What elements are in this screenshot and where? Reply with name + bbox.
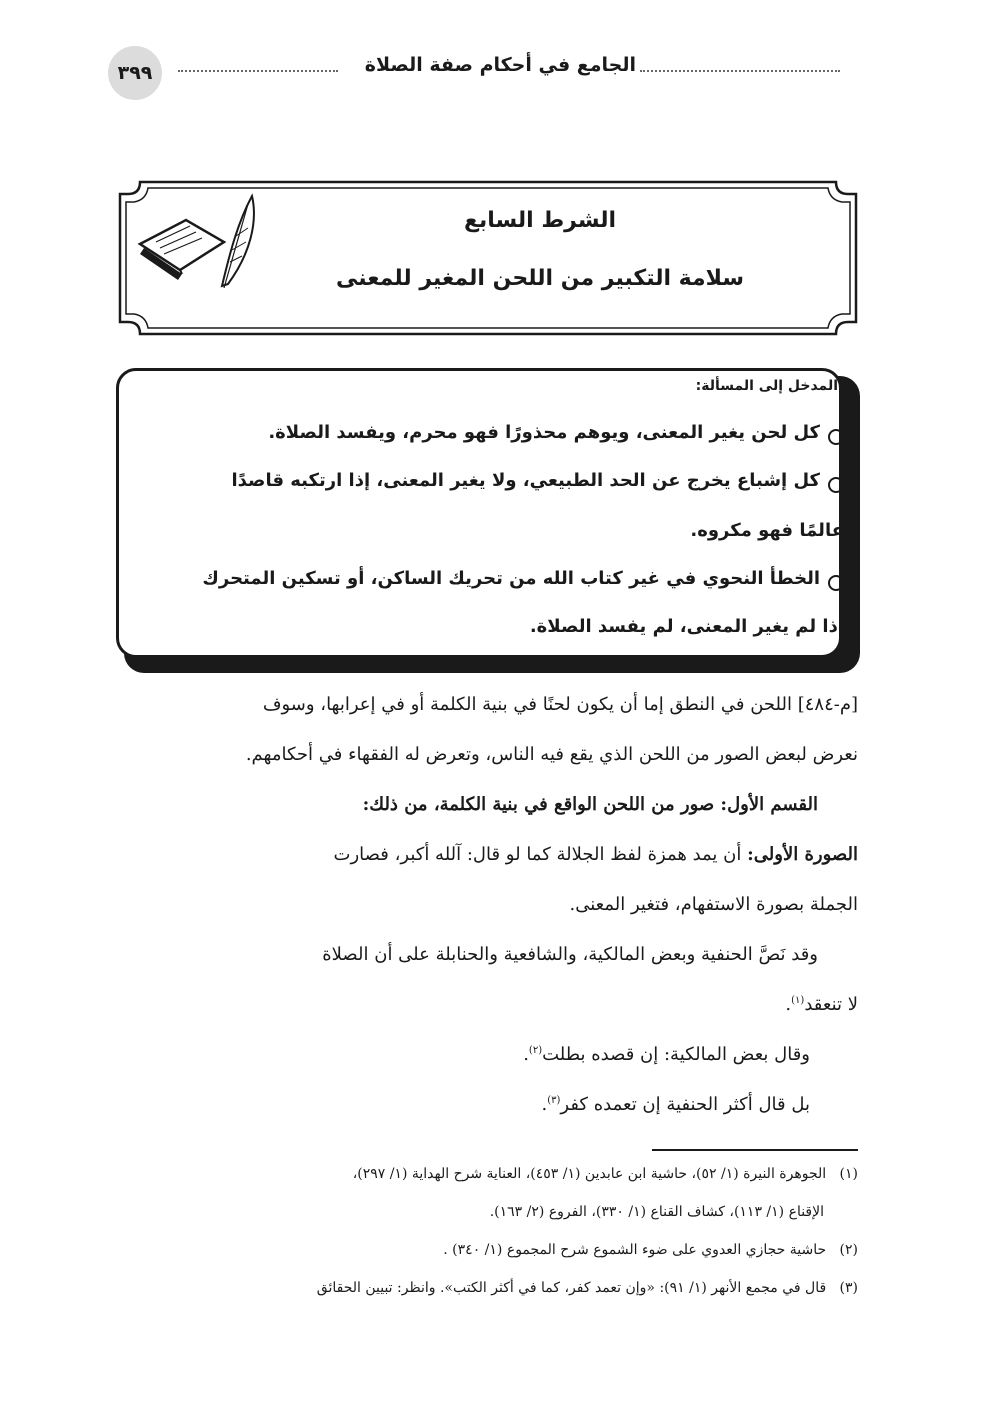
- intro-bullet-text: الخطأ النحوي في غير كتاب الله من تحريك الساكن، أو تسكين المتحرك: [202, 568, 820, 589]
- body-paragraph-3-line-1: وقد نَصَّ الحنفية وبعض المالكية، والشافعية والحنابلة على أن الصلاة: [322, 944, 818, 965]
- intro-bullet-2: [144, 470, 844, 493]
- body-paragraph-4: [94, 1044, 810, 1065]
- body-paragraph-2-line-1: [142, 844, 858, 865]
- intro-bullet-text: كل إشباع يخرج عن الحد الطبيعي، ولا يغير المعنى، إذا ارتكبه قاصدًا: [231, 470, 820, 491]
- intro-bullet-1: [144, 422, 844, 445]
- footnote-ref-3[interactable]: (٣): [547, 1095, 561, 1106]
- intro-bullet-text: عالمًا فهو مكروه.: [690, 520, 844, 541]
- intro-bullet-text: كل لحن يغير المعنى، ويوهم محذورًا فهو محرم، ويفسد الصلاة.: [268, 422, 820, 443]
- footnote-number: (٣): [839, 1280, 858, 1296]
- chapter-subtitle: سلامة التكبير من اللحن المغير للمعنى: [336, 266, 744, 291]
- body-paragraph-2-line-2: الجملة بصورة الاستفهام، فتغير المعنى.: [569, 894, 858, 915]
- header-dotted-leader-right: [640, 70, 840, 72]
- footnote-3: [118, 1280, 858, 1296]
- footnote-text: حاشية حجازي العدوي على ضوء الشموع شرح المجموع (١/ ٣٤٠) .: [443, 1242, 827, 1258]
- body-paragraph-1-line-2: نعرض لبعض الصور من اللحن الذي يقع فيه الناس، وتعرض له الفقهاء في أحكامهم.: [245, 744, 858, 765]
- body-paragraph-1-line-1: [م-٤٨٤] اللحن في النطق إما أن يكون لحنًا في بنية الكلمة أو في إعرابها، وسوف: [262, 694, 858, 715]
- chapter-title-frame: [118, 180, 858, 336]
- bullet-ring-icon: [828, 575, 844, 591]
- body-text: بل قال أكثر الحنفية إن تعمده كفر: [560, 1094, 810, 1115]
- footnote-ref-2[interactable]: (٢): [528, 1045, 543, 1056]
- intro-bullet-2-cont: [144, 520, 844, 541]
- footnote-text: الجوهرة النيرة (١/ ٥٢)، حاشية ابن عابدين (١/ ٤٥٣)، العناية شرح الهداية (١/ ٢٩٧)،: [352, 1166, 827, 1182]
- page-number: ٣٩٩: [117, 62, 153, 84]
- body-text: وقال بعض المالكية: إن قصده بطلت: [542, 1044, 810, 1065]
- period: .: [541, 1094, 548, 1115]
- footnote-number: (١): [839, 1166, 858, 1182]
- header-dotted-leader-left: [178, 70, 338, 72]
- bullet-ring-icon: [828, 429, 844, 445]
- footnote-ref-1[interactable]: (١): [791, 995, 805, 1006]
- footnote-number: (٢): [839, 1242, 858, 1258]
- case-text: أن يمد همزة لفظ الجلالة كما لو قال: آلله أكبر، فصارت: [333, 844, 742, 865]
- footnote-2: [118, 1242, 858, 1258]
- book-quill-icon: [140, 196, 254, 288]
- intro-bullet-3-cont: [144, 616, 844, 637]
- footnote-text: قال في مجمع الأنهر (١/ ٩١): «وإن تعمد كفر، كما في أكثر الكتب». وانظر: تبيين الحقائق: [316, 1280, 827, 1296]
- running-title: الجامع في أحكام صفة الصلاة: [364, 54, 636, 76]
- page-number-badge: [108, 46, 162, 100]
- chapter-title: الشرط السابع: [463, 208, 617, 233]
- body-paragraph-3-line-2: [142, 994, 858, 1015]
- body-paragraph-5: [94, 1094, 810, 1115]
- section-heading: القسم الأول: صور من اللحن الواقع في بنية الكلمة، من ذلك:: [362, 794, 818, 815]
- intro-bullet-text: إذا لم يغير المعنى، لم يفسد الصلاة.: [529, 616, 844, 637]
- footnote-separator: [652, 1149, 858, 1151]
- body-text: لا تنعقد: [804, 994, 858, 1015]
- period: .: [523, 1044, 529, 1065]
- intro-bullet-3: [144, 568, 844, 591]
- intro-box: [116, 368, 842, 658]
- period: .: [785, 994, 792, 1015]
- case-label: الصورة الأولى:: [747, 844, 858, 865]
- footnote-1-cont: الإقناع (١/ ١١٣)، كشاف القناع (١/ ٣٣٠)، الفروع (٢/ ١٦٣).: [489, 1204, 824, 1220]
- intro-heading: المدخل إلى المسألة:: [695, 378, 838, 394]
- bullet-ring-icon: [828, 477, 844, 493]
- footnote-1: [118, 1166, 858, 1182]
